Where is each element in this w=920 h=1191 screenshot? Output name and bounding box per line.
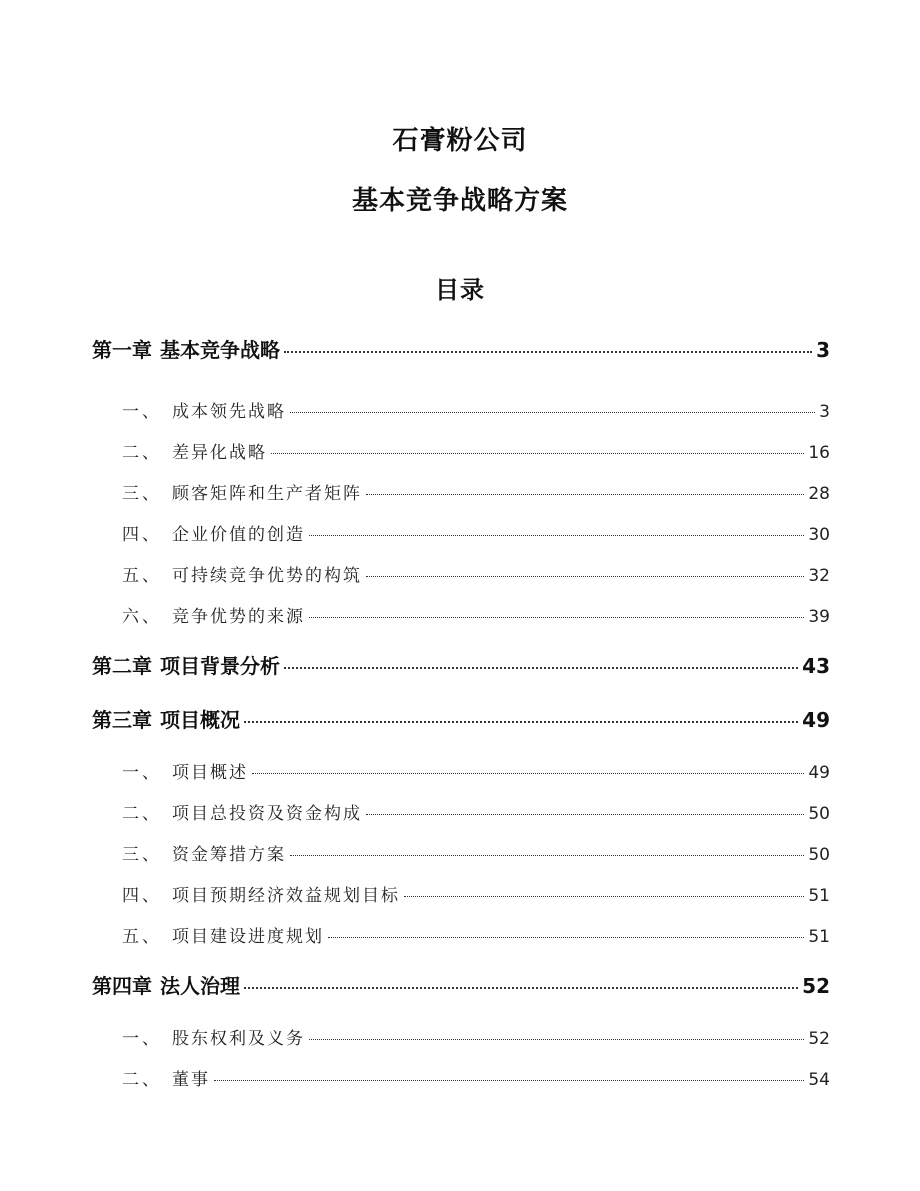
toc-entry-label: 股东权利及义务 [172,1029,305,1049]
toc-entry-page: 50 [808,845,830,865]
toc-entry-section[interactable] [92,479,830,504]
toc-entry-number: 第三章 [92,708,152,732]
toc-dot-leader [244,721,798,723]
toc-dot-leader [366,814,804,815]
toc-dot-leader [328,937,804,938]
toc-entry-page: 16 [808,443,830,463]
toc-entry-section[interactable] [92,1024,830,1049]
toc-dot-leader [244,987,798,989]
toc-entry-number: 第四章 [92,974,152,998]
toc-entry-label: 法人治理 [160,974,240,998]
toc-entry-number: 三、 [122,845,162,865]
toc-entry-number: 五、 [122,927,162,947]
toc-dot-leader [309,617,804,618]
toc-entry-number: 六、 [122,607,162,627]
toc-entry-page: 39 [808,607,830,627]
toc-entry-page: 51 [808,886,830,906]
toc-entry-number: 一、 [122,1029,162,1049]
toc-entry-label: 基本竞争战略 [160,338,280,362]
toc-entry-chapter-3[interactable] [92,704,830,733]
toc-entry-page: 30 [808,525,830,545]
toc-entry-label: 顾客矩阵和生产者矩阵 [172,484,362,504]
toc-entry-number: 三、 [122,484,162,504]
toc-entry-chapter-4[interactable] [92,970,830,999]
toc-dot-leader [284,667,798,669]
toc-entry-section[interactable] [92,758,830,783]
toc-entry-number: 二、 [122,1070,162,1090]
toc-dot-leader [284,351,812,353]
toc-entry-section[interactable] [92,922,830,947]
toc-entry-page: 32 [808,566,830,586]
toc-entry-section[interactable] [92,1065,830,1090]
toc-entry-label: 项目建设进度规划 [172,927,324,947]
toc-dot-leader [271,453,804,454]
toc-entry-number: 四、 [122,525,162,545]
toc-dot-leader [309,1039,804,1040]
toc-dot-leader [252,773,804,774]
company-title: 石膏粉公司 [392,126,528,156]
toc-entry-section[interactable] [92,561,830,586]
toc-entry-label: 项目预期经济效益规划目标 [172,886,400,906]
toc-dot-leader [404,896,804,897]
toc-entry-page: 52 [808,1029,830,1049]
toc-entry-page: 3 [819,402,830,422]
toc-entry-number: 第二章 [92,654,152,678]
toc-entry-label: 成本领先战略 [172,402,286,422]
toc-entry-section[interactable] [92,881,830,906]
toc-entry-number: 一、 [122,763,162,783]
toc-entry-chapter-1[interactable] [92,334,830,363]
toc-dot-leader [290,412,815,413]
toc-entry-label: 项目总投资及资金构成 [172,804,362,824]
toc-entry-label: 项目概述 [172,763,248,783]
toc-dot-leader [366,494,804,495]
toc-entry-section[interactable] [92,840,830,865]
toc-entry-page: 54 [808,1070,830,1090]
toc-entry-number: 二、 [122,804,162,824]
document-title: 基本竞争战略方案 [351,186,568,216]
toc-dot-leader [309,535,804,536]
toc-entry-page: 28 [808,484,830,504]
toc-entry-label: 项目概况 [160,708,240,732]
toc-entry-number: 第一章 [92,338,152,362]
toc-entry-label: 资金筹措方案 [172,845,286,865]
toc-entry-page: 50 [808,804,830,824]
toc-entry-label: 企业价值的创造 [172,525,305,545]
toc-entry-section[interactable] [92,799,830,824]
toc-entry-page: 52 [802,974,830,998]
toc-entry-number: 一、 [122,402,162,422]
toc-entry-label: 可持续竞争优势的构筑 [172,566,362,586]
toc-entry-page: 49 [802,708,830,732]
toc-entry-page: 49 [808,763,830,783]
toc-entry-section[interactable] [92,602,830,627]
toc-entry-label: 竞争优势的来源 [172,607,305,627]
toc-entry-label: 项目背景分析 [160,654,280,678]
toc-entry-section[interactable] [92,520,830,545]
toc-entry-page: 3 [816,338,830,362]
toc-entry-section[interactable] [92,397,830,422]
toc-entry-label: 董事 [172,1070,210,1090]
toc-entry-number: 四、 [122,886,162,906]
toc-entry-page: 51 [808,927,830,947]
toc-entry-chapter-2[interactable] [92,650,830,679]
toc-entry-number: 五、 [122,566,162,586]
toc-entry-label: 差异化战略 [172,443,267,463]
toc-heading: 目录 [435,276,485,304]
toc-dot-leader [214,1080,804,1081]
toc-dot-leader [290,855,804,856]
toc-dot-leader [366,576,804,577]
toc-entry-page: 43 [802,654,830,678]
toc-entry-number: 二、 [122,443,162,463]
toc-entry-section[interactable] [92,438,830,463]
